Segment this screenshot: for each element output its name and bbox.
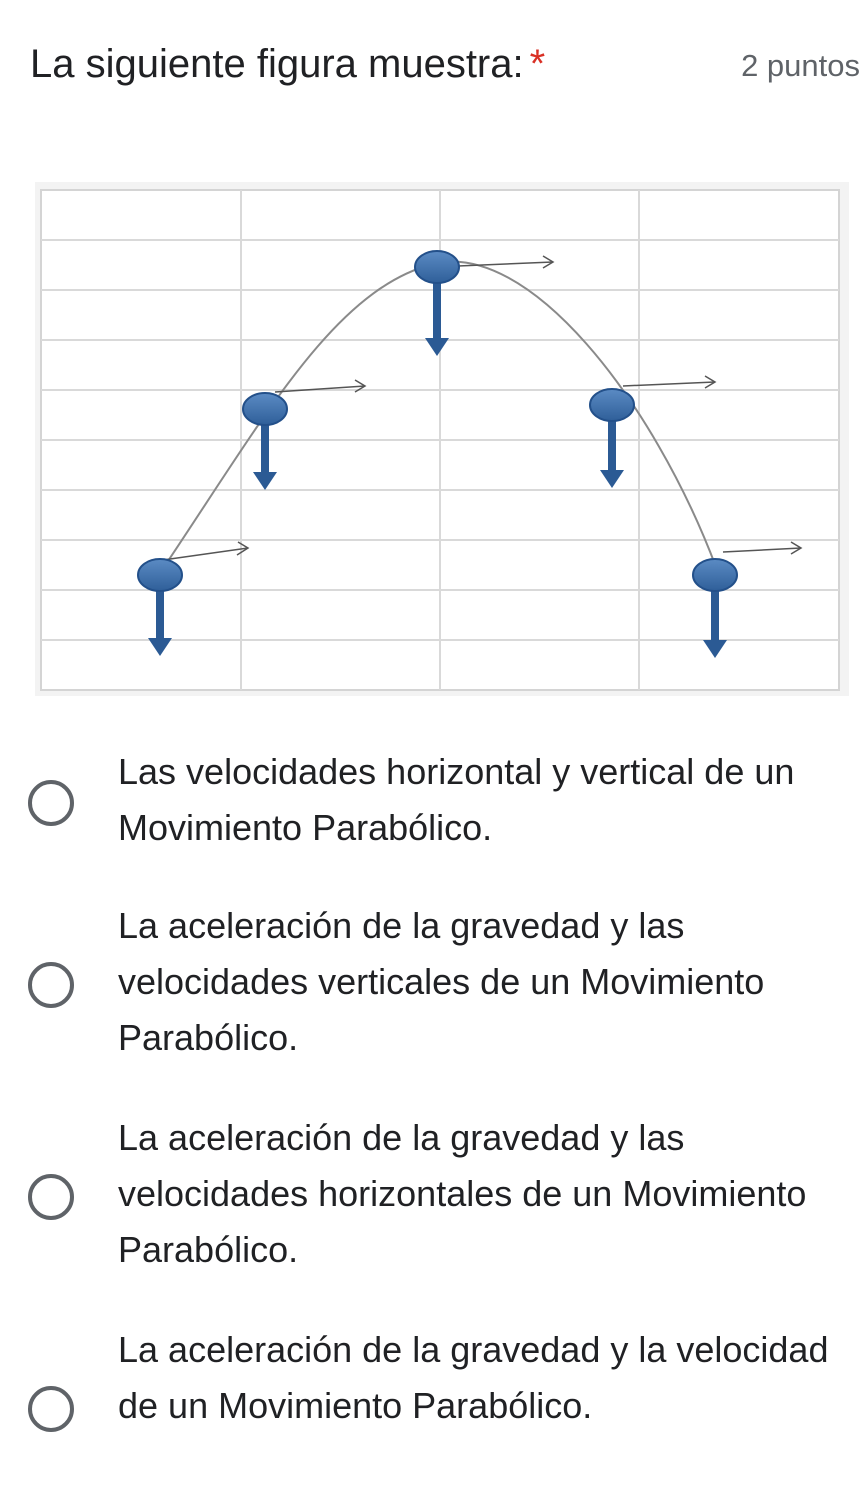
question-figure [33,180,851,700]
option-label: Las velocidades horizontal y vertical de un Movimiento Parabólico. [118,751,795,848]
ball-4 [590,389,634,421]
option-2[interactable] [0,898,868,1074]
option-3[interactable] [0,1110,868,1286]
required-star: * [529,42,546,86]
points-label: 2 puntos [741,48,860,83]
option-1[interactable] [0,740,868,860]
option-label: La aceleración de la gravedad y las velocidades verticales de un Movimiento Parabólico. [118,905,765,1058]
option-label: La aceleración de la gravedad y la velocidad de un Movimiento Parabólico. [118,1329,829,1426]
ball-2 [243,393,287,425]
question-header [30,36,860,96]
radio-button[interactable] [28,780,74,826]
ball-3 [415,251,459,283]
ball-5 [693,559,737,591]
radio-button[interactable] [28,1174,74,1220]
option-4[interactable] [0,1322,868,1498]
vertical-vector-3 [433,278,441,342]
ball-1 [138,559,182,591]
option-label: La aceleración de la gravedad y las velocidades horizontales de un Movimiento Parabólico. [118,1117,807,1270]
radio-button[interactable] [28,1386,74,1432]
radio-button[interactable] [28,962,74,1008]
question-title [30,36,545,92]
question-title-text: La siguiente figura muestra: [30,42,524,86]
projectile-motion-diagram [33,180,851,700]
